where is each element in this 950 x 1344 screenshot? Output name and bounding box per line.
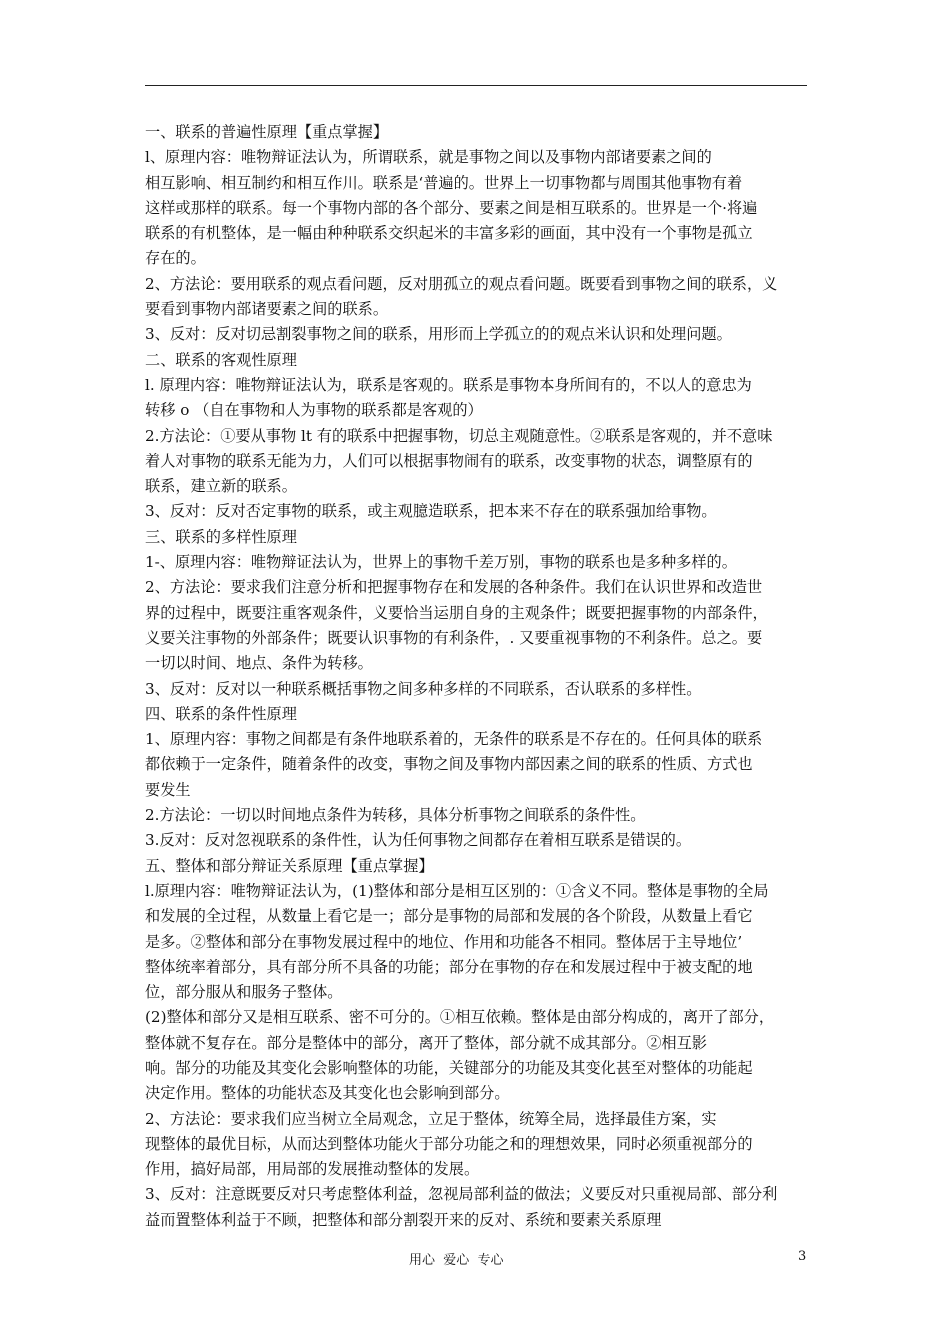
text-line: 四、联系的条件性原理 xyxy=(145,704,297,723)
text-line: l.原理内容：唯物辩证法认为，(1)整体和部分是相互区别的：①含义不同。整体是事物的全局 xyxy=(145,881,769,900)
text-line: 位，部分服从和服务子整体。 xyxy=(145,983,343,1002)
text-line: 五、整体和部分辩证关系原理【重点掌握】 xyxy=(145,856,434,875)
text-line: 响。郜分的功能及其变化会影响整体的功能，关键部分的功能及其变化甚至对整体的功能起 xyxy=(145,1058,753,1077)
text-line: 决定作用。整体的功能状态及其变化也会影响到部分。 xyxy=(145,1084,510,1103)
text-line: 都依赖于一定条件，随着条件的改变，事物之间及事物内部因素之间的联系的性质、方式也 xyxy=(145,755,753,774)
text-line: 1、原理内容：事物之间都是有条件地联系着的，无条件的联系是不存在的。任何具体的联系 xyxy=(145,730,763,749)
text-line: 转移 o （自在事物和人为事物的联系都是客观的） xyxy=(145,401,483,420)
text-line: 益而置整体利益于不顾，把整体和部分割裂开来的反对、系统和要素关系原理 xyxy=(145,1210,662,1229)
text-line: 要发生 xyxy=(145,780,191,799)
text-line: (2)整体和部分又是相互联系、密不可分的。①相互依赖。整体是由部分构成的，离开了部分， xyxy=(145,1008,775,1027)
page-number: 3 xyxy=(798,1249,807,1264)
text-line: 1-、原理内容：唯物辩证法认为，世界上的事物千差万别，事物的联系也是多种多样的。 xyxy=(145,553,737,572)
text-line: 3、反对：反对否定事物的联系，或主观臆造联系，把本来不存在的联系强加给事物。 xyxy=(145,502,717,521)
text-line: 这样或那样的联系。每一个事物内部的各个部分、要素之间是相互联系的。世界是一个·将遍 xyxy=(145,198,758,217)
text-line: 要看到事物内部诸要素之间的联系。 xyxy=(145,300,388,319)
text-line: 3、反对：反对切忌割裂事物之间的联系，用形而上学孤立的的观点米认识和处理问题。 xyxy=(145,325,732,344)
text-line: 整体就不复存在。部分是整体中的部分，离开了整体，部分就不成其部分。②相互影 xyxy=(145,1033,707,1052)
text-line: 3、反对：注意既要反对只考虑整体利益，忽视局部利益的做法；义要反对只重视局部、部分利 xyxy=(145,1185,778,1204)
text-line: 是多。②整体和部分在事物发展过程中的地位、作用和功能各不相同。整体居于主导地位’ xyxy=(145,932,743,951)
text-line: l. 原理内容：唯物辩证法认为，联系是客观的。联系是事物本身所间有的，不以人的意忠为 xyxy=(145,375,752,394)
text-line: 一、联系的普遍性原理【重点掌握】 xyxy=(145,123,388,141)
text-line: 三、联系的多样性原理 xyxy=(145,527,297,546)
text-line: 联系的有机整体，是一幅由种种联系交织起米的丰富多彩的画面，其中没有一个事物是孤立 xyxy=(145,224,753,243)
text-line: 和发展的全过程，从数量上看它是一；部分是事物的局部和发展的各个阶段，从数量上看它 xyxy=(145,907,753,926)
text-line: 3、反对：反对以一种联系概括事物之间多种多样的不同联系，否认联系的多样性。 xyxy=(145,679,702,698)
text-line: 界的过程中，既要注重客观条件，义要恰当运朋自身的主观条件；既要把握事物的内部条件， xyxy=(145,603,768,622)
text-line: 2、方法论：要用联系的观点看问题，反对朋孤立的观点看问题。既要看到事物之间的联系，义 xyxy=(145,274,778,293)
text-line: 现整体的最优目标，从而达到整体功能火于部分功能之和的理想效果，同时必须重视部分的 xyxy=(145,1134,753,1153)
text-line: 3.反对：反对忽视联系的条件性，认为任何事物之间都存在着相互联系是错误的。 xyxy=(145,831,692,850)
text-line: 着人对事物的联系无能为力，人们可以根据事物闹有的联系，改变事物的状态，调整原有的 xyxy=(145,451,753,470)
text-line: 2、方法论：要求我们应当树立全局观念，立足于整体，统筹全局，选择最佳方案，实 xyxy=(145,1109,717,1128)
text-line: l、原理内容：唯物辩证法认为，所谓联系，就是事物之间以及事物内部诸要素之间的 xyxy=(145,148,712,167)
text-line: 2.方法论：一切以时间地点条件为转移，具体分析事物之间联系的条件性。 xyxy=(145,806,646,825)
document-body xyxy=(145,120,810,1233)
text-line: 二、联系的客观性原理 xyxy=(145,350,297,369)
text-line: 存在的。 xyxy=(145,249,206,268)
text-line: 2.方法论：①要从事物 lt 有的联系中把握事物，切总主观随意性。②联系是客观的，并不意味 xyxy=(145,426,773,445)
text-line: 一切以时间、地点、条件为转移。 xyxy=(145,654,373,673)
text-line: 整体统率着部分，具有部分所不具备的功能；部分在事物的存在和发展过程中于被支配的地 xyxy=(145,957,753,976)
text-line: 作用，搞好局部，用局部的发展推动整体的发展。 xyxy=(145,1160,480,1179)
footer-slogan: 用心 爱心 专心 xyxy=(409,1253,504,1268)
header-rule xyxy=(145,85,807,86)
text-line: 2、方法论：要求我们注意分析和把握事物存在和发展的各种条件。我们在认识世界和改造世 xyxy=(145,578,763,597)
text-line: 义要关注事物的外部条件；既要认识事物的有利条件，. 又要重视事物的不利条件。总之。要 xyxy=(145,628,763,647)
text-line: 联系，建立新的联系。 xyxy=(145,477,297,496)
text-line: 相互影响、相互制约和相互作川。联系是‘普遍的。世界上一切事物都与周围其他事物有着 xyxy=(145,173,743,192)
